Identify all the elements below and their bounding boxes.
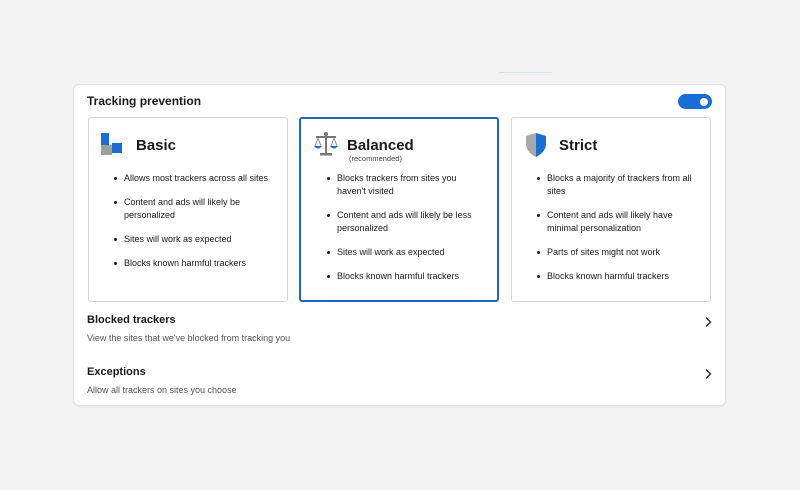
card-bullet: Blocks a majority of trackers from all sites [512,172,696,198]
card-bullet-list [89,172,287,281]
card-bullet: Blocks known harmful trackers [512,270,696,283]
card-balanced[interactable] [299,117,499,302]
chevron-right-icon [703,368,713,380]
card-bullet: Content and ads will likely be personalized [89,196,273,222]
card-bullet: Blocks trackers from sites you haven't visited [301,172,483,198]
card-bullet: Parts of sites might not work [512,246,696,259]
chevron-right-icon [703,316,713,328]
card-strict[interactable] [511,117,711,302]
blocked-trackers-title: Blocked trackers [87,314,176,326]
card-bullet-list [512,172,710,294]
balance-scale-icon [313,131,339,157]
recommended-label: (recommended) [349,154,402,163]
card-bullet-list [301,172,497,294]
card-bullet: Content and ads will likely have minimal personalization [512,209,696,235]
toggle-knob [700,98,708,106]
card-bullet: Sites will work as expected [301,246,483,259]
tracking-prevention-panel [74,85,725,405]
card-bullet: Blocks known harmful trackers [89,257,273,270]
exceptions-title: Exceptions [87,366,146,378]
card-title: Balanced [347,137,414,154]
shield-icon [523,132,549,158]
exceptions-row[interactable] [74,366,725,410]
blocked-trackers-row[interactable] [74,314,725,358]
tracking-prevention-toggle[interactable] [678,94,712,109]
basic-blocks-icon [100,132,126,158]
blocked-trackers-description: View the sites that we've blocked from tracking you [87,333,291,343]
card-bullet: Blocks known harmful trackers [301,270,483,283]
card-bullet: Content and ads will likely be less personalized [301,209,483,235]
panel-title: Tracking prevention [87,94,202,108]
card-basic[interactable] [88,117,288,302]
card-bullet: Allows most trackers across all sites [89,172,273,185]
card-bullet: Sites will work as expected [89,233,273,246]
card-title: Strict [559,137,598,154]
decorative-accent-line [499,72,552,73]
card-title: Basic [136,137,177,154]
exceptions-description: Allow all trackers on sites you choose [87,385,237,395]
